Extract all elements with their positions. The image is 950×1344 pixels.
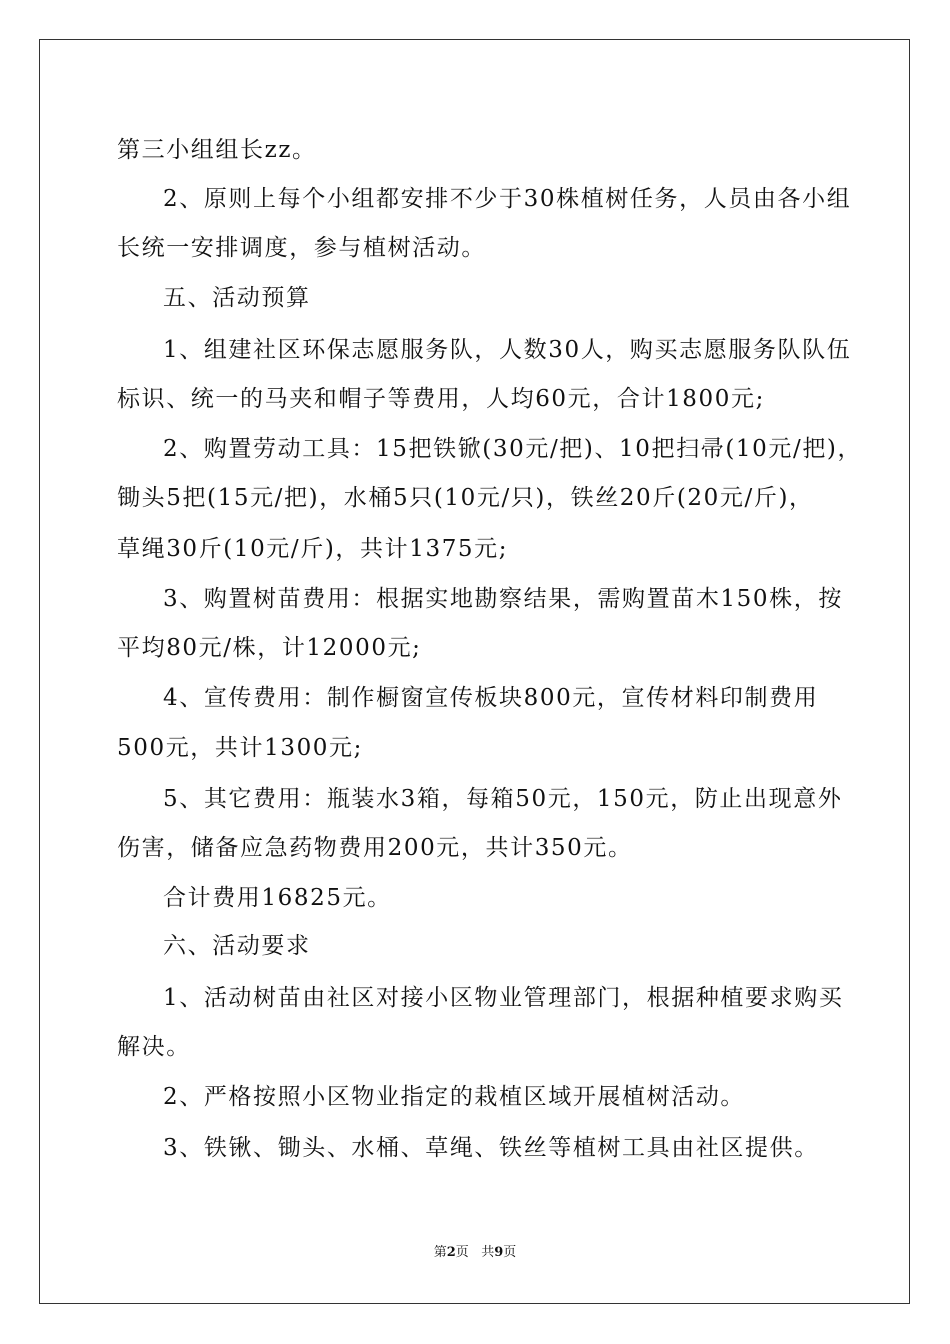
footer-total-prefix: 共 bbox=[481, 1245, 495, 1260]
text-line: 4、宣传费用：制作橱窗宣传板块800元，宣传材料印制费用 bbox=[163, 685, 819, 711]
text-line: 2、严格按照小区物业指定的栽植区域开展植树活动。 bbox=[163, 1084, 746, 1110]
text-line: 平均80元/株，计12000元; bbox=[117, 635, 422, 661]
text-line: 标识、统一的马夹和帽子等费用，人均60元，合计1800元; bbox=[117, 386, 765, 412]
footer-page-current: 2 bbox=[446, 1245, 456, 1260]
footer-total-suffix: 页 bbox=[503, 1245, 517, 1260]
page-footer bbox=[0, 1245, 950, 1261]
text-line: 3、购置树苗费用：根据实地勘察结果，需购置苗木150株，按 bbox=[163, 586, 843, 612]
text-line: 解决。 bbox=[117, 1034, 191, 1060]
text-line: 500元，共计1300元; bbox=[117, 735, 363, 761]
text-line: 3、铁锹、锄头、水桶、草绳、铁丝等植树工具由社区提供。 bbox=[163, 1135, 819, 1161]
text-line: 2、购置劳动工具：15把铁锨(30元/把)、10把扫帚(10元/把)， bbox=[163, 436, 863, 462]
text-line: 伤害，储备应急药物费用200元，共计350元。 bbox=[117, 835, 633, 861]
footer-page-suffix: 页 bbox=[455, 1245, 469, 1260]
text-line: 5、其它费用：瓶装水3箱，每箱50元，150元，防止出现意外 bbox=[163, 786, 843, 812]
section-heading: 五、活动预算 bbox=[163, 285, 311, 311]
text-line: 合计费用16825元。 bbox=[163, 885, 392, 911]
footer-page-total: 9 bbox=[494, 1245, 504, 1260]
text-line: 第三小组组长zz。 bbox=[117, 137, 317, 163]
text-line: 2、原则上每个小组都安排不少于30株植树任务，人员由各小组 bbox=[163, 186, 852, 212]
text-line: 草绳30斤(10元/斤)，共计1375元; bbox=[117, 536, 509, 562]
text-line: 1、活动树苗由社区对接小区物业管理部门，根据种植要求购买 bbox=[163, 985, 844, 1011]
section-heading: 六、活动要求 bbox=[163, 933, 311, 959]
page-border bbox=[39, 39, 910, 1304]
text-line: 1、组建社区环保志愿服务队，人数30人，购买志愿服务队队伍 bbox=[163, 337, 852, 363]
footer-page-prefix: 第 bbox=[433, 1245, 447, 1260]
text-line: 锄头5把(15元/把)，水桶5只(10元/只)，铁丝20斤(20元/斤)， bbox=[117, 485, 814, 511]
text-line: 长统一安排调度，参与植树活动。 bbox=[117, 235, 486, 261]
